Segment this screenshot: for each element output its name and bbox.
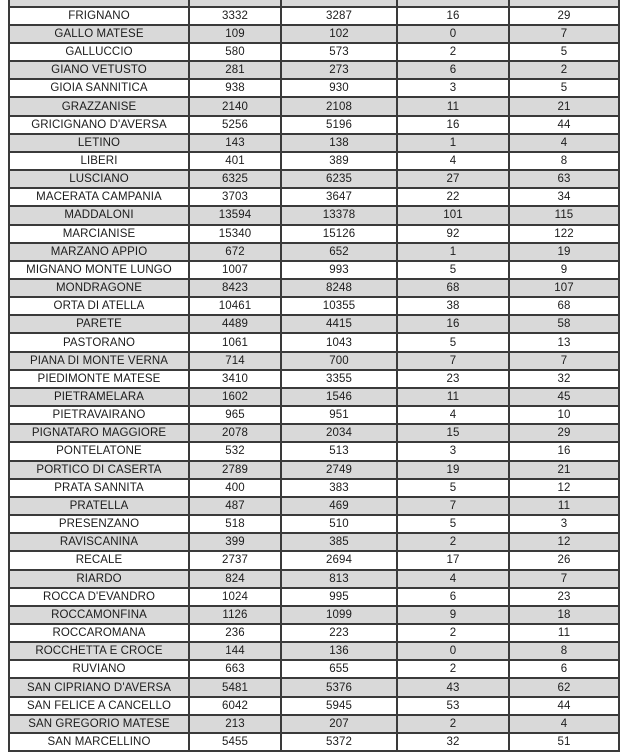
municipality-cell: LETINO: [10, 135, 190, 151]
value-cell: 27: [398, 171, 510, 187]
value-cell: 144: [190, 643, 282, 659]
value-cell: 5: [398, 334, 510, 350]
value-cell: 12: [510, 534, 620, 550]
value-cell: 8: [510, 643, 620, 659]
value-cell: 13594: [190, 207, 282, 223]
value-cell: 107: [510, 280, 620, 296]
value-cell: 236: [190, 625, 282, 641]
value-cell: 6235: [282, 171, 398, 187]
value-cell: 3355: [282, 371, 398, 387]
value-cell: 136: [282, 643, 398, 659]
value-cell: 7: [510, 571, 620, 587]
value-cell: 3: [398, 80, 510, 96]
table-row: [10, 316, 620, 334]
value-cell: 1024: [190, 589, 282, 605]
municipality-cell: SAN GREGORIO MATESE: [10, 716, 190, 732]
municipality-cell: SAN MARCELLINO: [10, 734, 190, 750]
municipality-cell: GRAZZANISE: [10, 98, 190, 114]
value-cell: 995: [282, 589, 398, 605]
value-cell: 115: [510, 207, 620, 223]
table-row: [10, 389, 620, 407]
value-cell: 51: [510, 734, 620, 750]
table-row: [10, 117, 620, 135]
value-cell: 13378: [282, 207, 398, 223]
value-cell: 3: [398, 443, 510, 459]
municipality-cell: PASTORANO: [10, 334, 190, 350]
table-row: [10, 262, 620, 280]
value-cell: 11: [510, 498, 620, 514]
municipality-cell: PIETRAMELARA: [10, 389, 190, 405]
table-row: [10, 98, 620, 116]
table-row: [10, 189, 620, 207]
value-cell: 655: [282, 661, 398, 677]
value-cell: 0: [398, 26, 510, 42]
table-row: [10, 679, 620, 697]
table-row: [10, 135, 620, 153]
municipality-cell: RIARDO: [10, 571, 190, 587]
table-row: [10, 353, 620, 371]
value-cell: 3332: [190, 8, 282, 24]
table-row: [10, 716, 620, 734]
table-row: [10, 171, 620, 189]
value-cell: 4: [510, 716, 620, 732]
table-row: [10, 425, 620, 443]
value-cell: 2694: [282, 552, 398, 568]
municipality-cell: MACERATA CAMPANIA: [10, 189, 190, 205]
value-cell: 7: [398, 353, 510, 369]
value-cell: 32: [398, 734, 510, 750]
value-cell: 2034: [282, 425, 398, 441]
value-cell: 5376: [282, 679, 398, 695]
municipality-cell: MIGNANO MONTE LUNGO: [10, 262, 190, 278]
value-cell: 1: [398, 135, 510, 151]
value-cell: 23: [510, 589, 620, 605]
value-cell: 813: [282, 571, 398, 587]
table-row: [10, 516, 620, 534]
value-cell: 16: [510, 443, 620, 459]
value-cell: 714: [190, 353, 282, 369]
value-cell: 2749: [282, 462, 398, 478]
municipality-cell: MONDRAGONE: [10, 280, 190, 296]
municipality-cell: RAVISCANINA: [10, 534, 190, 550]
value-cell: 993: [282, 262, 398, 278]
value-cell: 16: [398, 316, 510, 332]
value-cell: 6: [398, 62, 510, 78]
value-cell: 58: [510, 316, 620, 332]
value-cell: 13: [510, 334, 620, 350]
value-cell: 1602: [190, 389, 282, 405]
table-row: [10, 26, 620, 44]
table-row: [10, 153, 620, 171]
value-cell: 938: [190, 80, 282, 96]
municipality-cell: MADDALONI: [10, 207, 190, 223]
value-cell: 580: [190, 44, 282, 60]
value-cell: 29: [510, 8, 620, 24]
table-row: [10, 625, 620, 643]
value-cell: 6: [398, 589, 510, 605]
value-cell: 8: [510, 153, 620, 169]
value-cell: 11: [398, 389, 510, 405]
table-row: [10, 661, 620, 679]
municipality-cell: ROCCAMONFINA: [10, 607, 190, 623]
table-row: [10, 207, 620, 225]
value-cell: 5: [510, 44, 620, 60]
table-row: [10, 498, 620, 516]
value-cell: 2: [510, 62, 620, 78]
value-cell: 965: [190, 407, 282, 423]
municipality-cell: [10, 0, 190, 6]
value-cell: 2: [398, 716, 510, 732]
value-cell: 122: [510, 226, 620, 242]
value-cell: 1546: [282, 389, 398, 405]
table-row: [10, 552, 620, 570]
value-cell: 3287: [282, 8, 398, 24]
value-cell: 401: [190, 153, 282, 169]
municipality-cell: PRATELLA: [10, 498, 190, 514]
value-cell: 652: [282, 244, 398, 260]
value-cell: 573: [282, 44, 398, 60]
value-cell: 26: [510, 552, 620, 568]
value-cell: 143: [190, 135, 282, 151]
table-row: [10, 534, 620, 552]
value-cell: 3410: [190, 371, 282, 387]
municipality-cell: MARCIANISE: [10, 226, 190, 242]
value-cell: 11: [398, 98, 510, 114]
municipality-cell: LUSCIANO: [10, 171, 190, 187]
value-cell: 4415: [282, 316, 398, 332]
value-cell: 43: [398, 679, 510, 695]
value-cell: 518: [190, 516, 282, 532]
municipality-cell: PIEDIMONTE MATESE: [10, 371, 190, 387]
value-cell: 4: [398, 407, 510, 423]
value-cell: 44: [510, 698, 620, 714]
table-row: [10, 698, 620, 716]
value-cell: 17: [398, 552, 510, 568]
value-cell: 2: [398, 661, 510, 677]
table-row: [10, 44, 620, 62]
municipality-cell: PONTELATONE: [10, 443, 190, 459]
value-cell: 16: [398, 117, 510, 133]
municipality-cell: GRICIGNANO D'AVERSA: [10, 117, 190, 133]
value-cell: 510: [282, 516, 398, 532]
value-cell: 38: [398, 298, 510, 314]
value-cell: 101: [398, 207, 510, 223]
value-cell: 5: [398, 262, 510, 278]
value-cell: 389: [282, 153, 398, 169]
table-row: [10, 462, 620, 480]
value-cell: 102: [282, 26, 398, 42]
value-cell: 2789: [190, 462, 282, 478]
value-cell: 10355: [282, 298, 398, 314]
municipality-cell: LIBERI: [10, 153, 190, 169]
table-row: [10, 371, 620, 389]
municipality-cell: PIETRAVAIRANO: [10, 407, 190, 423]
municipality-cell: GIANO VETUSTO: [10, 62, 190, 78]
value-cell: 19: [398, 462, 510, 478]
table-row: [10, 607, 620, 625]
municipality-cell: PIANA DI MONTE VERNA: [10, 353, 190, 369]
value-cell: 11: [510, 625, 620, 641]
value-cell: 1: [398, 244, 510, 260]
value-cell: 9: [510, 262, 620, 278]
value-cell: [190, 0, 282, 6]
value-cell: 383: [282, 480, 398, 496]
value-cell: 3703: [190, 189, 282, 205]
value-cell: 213: [190, 716, 282, 732]
municipality-cell: RUVIANO: [10, 661, 190, 677]
value-cell: 6325: [190, 171, 282, 187]
value-cell: 15: [398, 425, 510, 441]
value-cell: 34: [510, 189, 620, 205]
value-cell: 19: [510, 244, 620, 260]
municipality-cell: PRESENZANO: [10, 516, 190, 532]
value-cell: 15126: [282, 226, 398, 242]
value-cell: 23: [398, 371, 510, 387]
value-cell: 10461: [190, 298, 282, 314]
value-cell: [510, 0, 620, 6]
value-cell: 532: [190, 443, 282, 459]
value-cell: 29: [510, 425, 620, 441]
municipality-cell: SAN FELICE A CANCELLO: [10, 698, 190, 714]
municipality-cell: RECALE: [10, 552, 190, 568]
value-cell: 5481: [190, 679, 282, 695]
value-cell: 5: [398, 516, 510, 532]
municipality-cell: ROCCHETTA E CROCE: [10, 643, 190, 659]
value-cell: 21: [510, 98, 620, 114]
value-cell: 9: [398, 607, 510, 623]
table-row: [10, 226, 620, 244]
value-cell: 12: [510, 480, 620, 496]
municipality-cell: PORTICO DI CASERTA: [10, 462, 190, 478]
municipality-cell: FRIGNANO: [10, 8, 190, 24]
value-cell: 2: [398, 534, 510, 550]
table-row: [10, 62, 620, 80]
value-cell: 4: [510, 135, 620, 151]
value-cell: 8248: [282, 280, 398, 296]
value-cell: 2078: [190, 425, 282, 441]
value-cell: 5372: [282, 734, 398, 750]
municipality-cell: GIOIA SANNITICA: [10, 80, 190, 96]
value-cell: 672: [190, 244, 282, 260]
municipality-cell: ROCCA D'EVANDRO: [10, 589, 190, 605]
value-cell: 1061: [190, 334, 282, 350]
value-cell: 400: [190, 480, 282, 496]
table-row-partial: [10, 0, 620, 8]
value-cell: 6: [510, 661, 620, 677]
municipality-cell: GALLO MATESE: [10, 26, 190, 42]
value-cell: 273: [282, 62, 398, 78]
value-cell: 44: [510, 117, 620, 133]
value-cell: 8423: [190, 280, 282, 296]
value-cell: 53: [398, 698, 510, 714]
municipality-cell: PARETE: [10, 316, 190, 332]
value-cell: 5196: [282, 117, 398, 133]
value-cell: 469: [282, 498, 398, 514]
municipality-cell: ROCCAROMANA: [10, 625, 190, 641]
value-cell: 487: [190, 498, 282, 514]
value-cell: 16: [398, 8, 510, 24]
municipality-cell: PRATA SANNITA: [10, 480, 190, 496]
value-cell: 68: [510, 298, 620, 314]
table-row: [10, 280, 620, 298]
value-cell: [282, 0, 398, 6]
value-cell: 951: [282, 407, 398, 423]
value-cell: 2: [398, 625, 510, 641]
value-cell: 32: [510, 371, 620, 387]
table-row: [10, 334, 620, 352]
value-cell: 2: [398, 44, 510, 60]
municipality-cell: SAN CIPRIANO D'AVERSA: [10, 679, 190, 695]
table-row: [10, 734, 620, 752]
value-cell: 3647: [282, 189, 398, 205]
value-cell: 207: [282, 716, 398, 732]
value-cell: 824: [190, 571, 282, 587]
table-row: [10, 244, 620, 262]
municipality-cell: ORTA DI ATELLA: [10, 298, 190, 314]
value-cell: 2737: [190, 552, 282, 568]
value-cell: 399: [190, 534, 282, 550]
value-cell: 7: [510, 26, 620, 42]
data-table: [8, 0, 620, 752]
value-cell: 4: [398, 571, 510, 587]
value-cell: 21: [510, 462, 620, 478]
value-cell: 4489: [190, 316, 282, 332]
value-cell: 68: [398, 280, 510, 296]
value-cell: 5945: [282, 698, 398, 714]
value-cell: 1099: [282, 607, 398, 623]
value-cell: 4: [398, 153, 510, 169]
value-cell: 700: [282, 353, 398, 369]
table-row: [10, 589, 620, 607]
municipality-cell: MARZANO APPIO: [10, 244, 190, 260]
value-cell: 10: [510, 407, 620, 423]
value-cell: 5455: [190, 734, 282, 750]
value-cell: 2108: [282, 98, 398, 114]
value-cell: 663: [190, 661, 282, 677]
value-cell: 0: [398, 643, 510, 659]
value-cell: 22: [398, 189, 510, 205]
value-cell: 1126: [190, 607, 282, 623]
value-cell: 930: [282, 80, 398, 96]
value-cell: 7: [510, 353, 620, 369]
value-cell: 2140: [190, 98, 282, 114]
table-row: [10, 80, 620, 98]
value-cell: 1007: [190, 262, 282, 278]
value-cell: 109: [190, 26, 282, 42]
value-cell: 63: [510, 171, 620, 187]
value-cell: [398, 0, 510, 6]
value-cell: 6042: [190, 698, 282, 714]
value-cell: 45: [510, 389, 620, 405]
value-cell: 1043: [282, 334, 398, 350]
table-row: [10, 298, 620, 316]
municipality-cell: PIGNATARO MAGGIORE: [10, 425, 190, 441]
value-cell: 18: [510, 607, 620, 623]
table-row: [10, 443, 620, 461]
value-cell: 62: [510, 679, 620, 695]
table-row: [10, 571, 620, 589]
value-cell: 3: [510, 516, 620, 532]
value-cell: 7: [398, 498, 510, 514]
table-row: [10, 8, 620, 26]
table-row: [10, 407, 620, 425]
value-cell: 5: [510, 80, 620, 96]
value-cell: 513: [282, 443, 398, 459]
table-row: [10, 480, 620, 498]
value-cell: 15340: [190, 226, 282, 242]
value-cell: 385: [282, 534, 398, 550]
value-cell: 5256: [190, 117, 282, 133]
value-cell: 138: [282, 135, 398, 151]
table-row: [10, 643, 620, 661]
value-cell: 92: [398, 226, 510, 242]
value-cell: 223: [282, 625, 398, 641]
value-cell: 281: [190, 62, 282, 78]
municipality-cell: GALLUCCIO: [10, 44, 190, 60]
value-cell: 5: [398, 480, 510, 496]
